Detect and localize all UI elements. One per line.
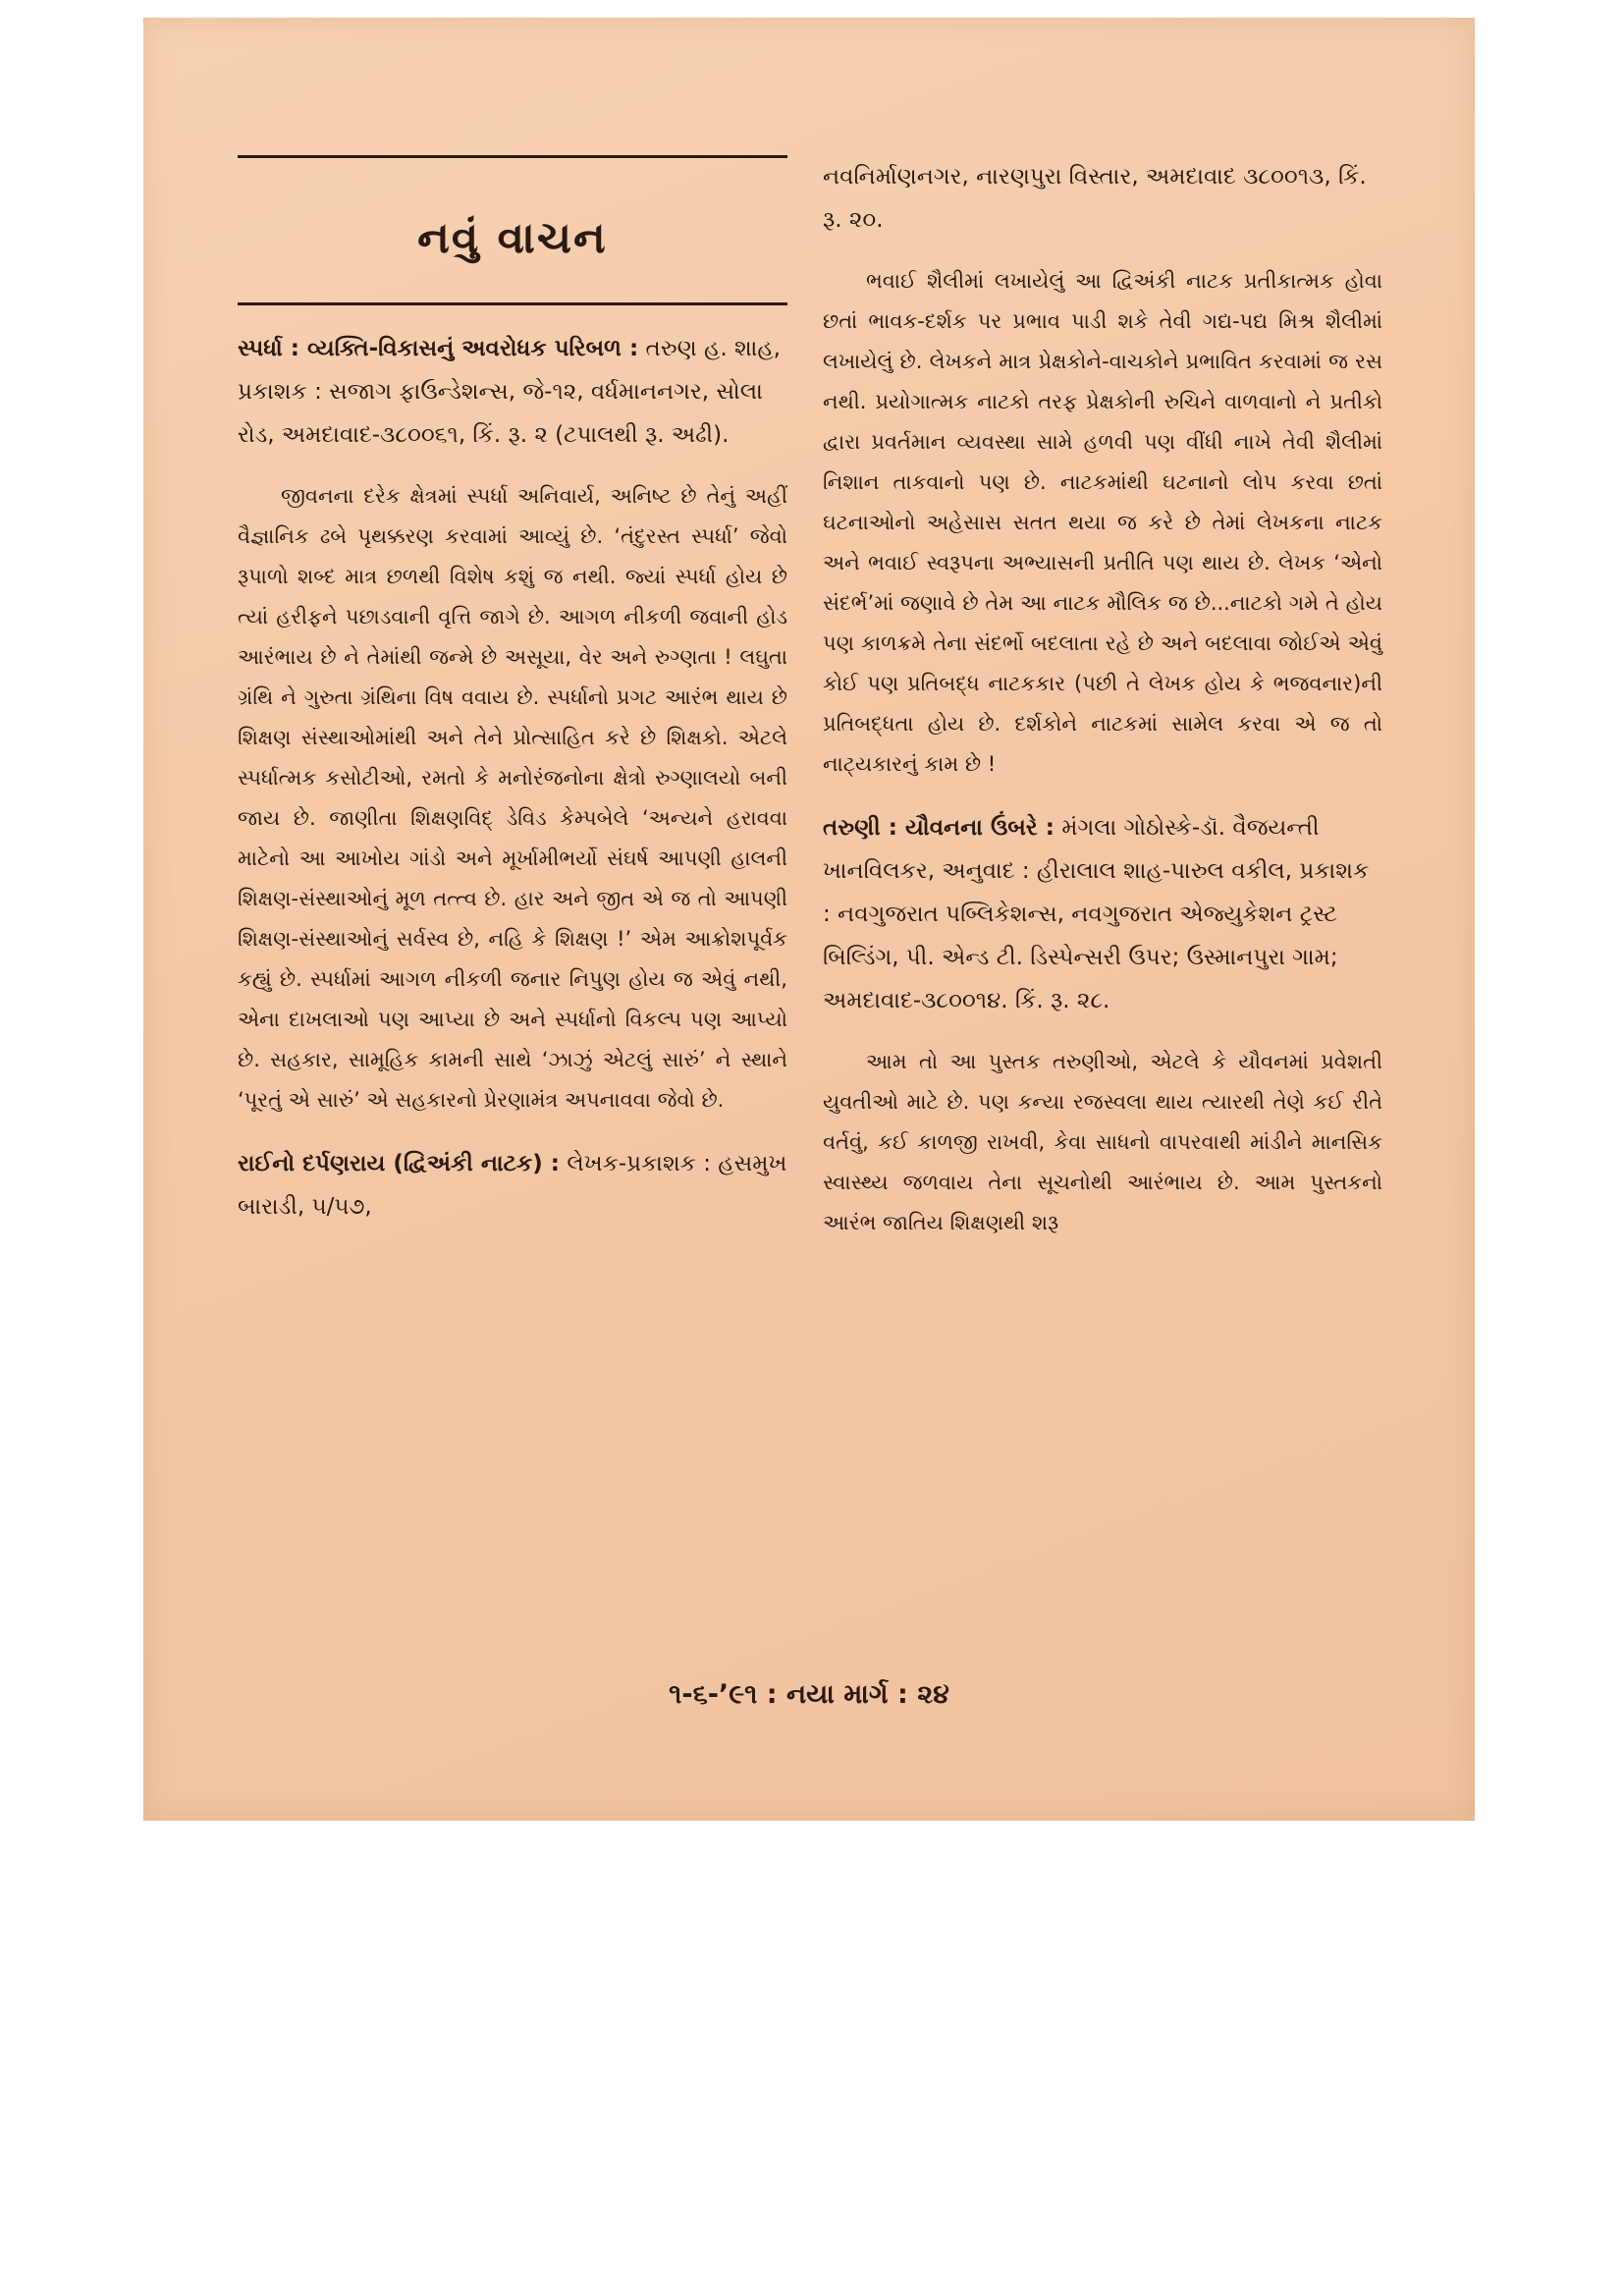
book-meta: મંગલા ગોઠોસ્કે-ડૉ. વૈજયન્તી ખાનવિલકર, અનુવાદ : હીરાલાલ શાહ-પારુલ વકીલ, પ્રકાશક : નવગુજરાત પબ્લિકેશન્સ, નવગુજરાત એજ્યુકેશન ટ્રસ્ટ બિલ્ડિંગ, પી. એન્ડ ટી. ડિસ્પેન્સરી ઉપર; ઉસ્માનપુરા ગામ; અમદાવાદ-૩૮૦૦૧૪. કિં. રૂ. ૨૮. [823,815,1370,1013]
right-column [823,155,1382,1265]
page-footer: ૧-૬-’૯૧ : નયા માર્ગ : ૨૪ [669,1679,949,1710]
book-meta-continued: નવનિર્માણનગર, નારણપુરા વિસ્તાર, અમદાવાદ ૩૮૦૦૧૩, કિં. રૂ. ૨૦. [823,164,1367,233]
review-paragraph: ભવાઈ શૈલીમાં લખાયેલું આ દ્વિઅંકી નાટક પ્રતીકાત્મક હોવા છતાં ભાવક-દર્શક પર પ્રભાવ પાડી શકે તેવી ગદ્ય-પદ્ય મિશ્ર શૈલીમાં લખાયેલું છે. લેખકને માત્ર પ્રેક્ષકોને-વાચકોને પ્રભાવિત કરવામાં જ રસ નથી. પ્રયોગાત્મક નાટકો તરફ પ્રેક્ષકોની રુચિને વાળવાનો ને પ્રતીકો દ્વારા પ્રવર્તમાન વ્યવસ્થા સામે હળવી પણ વીંધી નાખે તેવી શૈલીમાં નિશાન તાકવાનો પણ છે. નાટકમાંથી ઘટનાનો લોપ કરવા છતાં ઘટનાઓનો અહેસાસ સતત થયા જ કરે છે તેમાં લેખકના નાટક અને ભવાઈ સ્વરૂપના અભ્યાસની પ્રતીતિ પણ થાય છે. લેખક ‘એનો સંદર્ભ’માં જણાવે છે તેમ આ નાટક મૌલિક જ છે...નાટકો ગમે તે હોય પણ કાળક્રમે તેના સંદર્ભો બદલાતા રહે છે અને બદલાવા જોઈએ એવું કોઈ પણ પ્રતિબદ્ધ નાટકકાર (પછી તે લેખક હોય કે ભજવનાર)ની પ્રતિબદ્ધતા હોય છે. દર્શકોને નાટકમાં સામેલ કરવા એ જ તો નાટ્યકારનું કામ છે ! [823,269,1382,776]
book-entry-heading [238,1142,787,1229]
review-paragraph: આમ તો આ પુસ્તક તરુણીઓ, એટલે કે યૌવનમાં પ્રવેશતી યુવતીઓ માટે છે. પણ કન્યા રજસ્વલા થાય ત્યારથી તેણે કઈ રીતે વર્તવું, કઈ કાળજી રાખવી, કેવા સાધનો વાપરવાથી માંડીને માનસિક સ્વાસ્થ્ય જળવાય તેના સૂચનોથી આરંભાય છે. આમ પુસ્તકનો આરંભ જાતિય શિક્ષણથી શરૂ [823,1050,1382,1234]
left-column [238,155,787,1248]
top-rule [238,155,787,158]
book-meta: તરુણ હ. શાહ, પ્રકાશક : સજાગ ફાઉન્ડેશન્સ, જે-૧૨, વર્ધમાનનગર, સોલા રોડ, અમદાવાદ-૩૮૦૦૬૧, કિં. રૂ. ૨ (ટપાલથી રૂ. અઢી). [238,336,781,448]
book-title: સ્પર્ધા : વ્યક્તિ-વિકાસનું અવરોધક પરિબળ : [238,336,639,361]
book-title: રાઈનો દર્પણરાય (દ્વિઅંકી નાટક) : [238,1151,560,1176]
review-paragraph: જીવનના દરેક ક્ષેત્રમાં સ્પર્ધા અનિવાર્ય, અનિષ્ટ છે તેનું અહીં વૈજ્ઞાનિક ઢબે પૃથક્કરણ કરવામાં આવ્યું છે. ‘તંદુરસ્ત સ્પર્ધા’ જેવો રૂપાળો શબ્દ માત્ર છળથી વિશેષ કશું જ નથી. જ્યાં સ્પર્ધા હોય છે ત્યાં હરીફને પછાડવાની વૃત્તિ જાગે છે. આગળ નીકળી જવાની હોડ આરંભાય છે ને તેમાંથી જન્મે છે અસૂયા, વેર અને રુગ્ણતા ! લઘુતા ગ્રંથિ ને ગુરુતા ગ્રંથિના વિષ વવાય છે. સ્પર્ધાનો પ્રગટ આરંભ થાય છે શિક્ષણ સંસ્થાઓમાંથી અને તેને પ્રોત્સાહિત કરે છે શિક્ષકો. એટલે સ્પર્ધાત્મક કસોટીઓ, રમતો કે મનોરંજનોના ક્ષેત્રો રુગ્ણાલયો બની જાય છે. જાણીતા શિક્ષણવિદ્ ડેવિડ કેમ્પબેલે ‘અન્યને હરાવવા માટેનો આ આખોય ગાંડો અને મૂર્ખામીભર્યો સંઘર્ષ આપણી હાલની શિક્ષણ-સંસ્થાઓનું મૂળ તત્ત્વ છે. હાર અને જીત એ જ તો આપણી શિક્ષણ-સંસ્થાઓનું સર્વસ્વ છે, નહિ કે શિક્ષણ !’ એમ આક્રોશપૂર્વક કહ્યું છે. સ્પર્ધામાં આગળ નીકળી જનાર નિપુણ હોય જ એવું નથી, એના દાખલાઓ પણ આપ્યા છે અને સ્પર્ધાનો વિકલ્પ પણ આપ્યો છે. સહકાર, સામૂહિક કામની સાથે ‘ઝાઝું એટલું સારું’ ને સ્થાને ‘પૂરતું એ સારું’ એ સહકારનો પ્રેરણામંત્ર અપનાવવા જેવો છે. [238,484,787,1112]
section-title: નવું વાચન [417,213,608,263]
book-entry-heading [238,327,787,457]
book-entry-heading [823,806,1382,1022]
title-rule [238,302,787,305]
book-meta: લેખક-પ્રકાશક : હસમુખ બારાડી, ૫/૫૭, [238,1151,787,1220]
book-title: તરુણી : યૌવનના ઉંબરે : [823,815,1055,841]
scanned-page [143,18,1475,1821]
